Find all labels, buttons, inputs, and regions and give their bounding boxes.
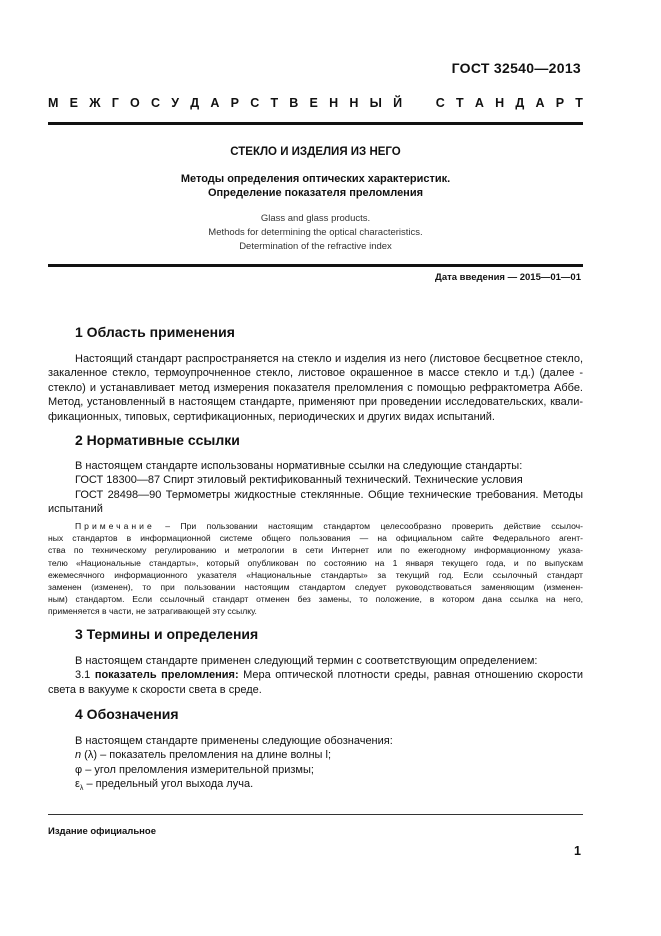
section-2-line: ГОСТ 18300—87 Спирт этиловый ректификованный технический. Технические условия: [75, 474, 523, 487]
symbol-item: [48, 748, 583, 762]
banner-letter: Г: [111, 96, 119, 110]
section-2-heading: 2 Нормативные ссылки: [75, 432, 240, 448]
document-code: ГОСТ 32540—2013: [451, 60, 581, 76]
banner-letter: Ы: [369, 96, 382, 110]
section-2-line: В настоящем стандарте использованы нормативные ссылки на следующие стандарты:: [75, 460, 523, 472]
section-1-line: закаленное стекло, термоупрочненное стекло, листовое окрашенное в массе стекло и т.д.) (далее -: [48, 367, 583, 380]
interstate-standard-banner: [48, 96, 583, 110]
banner-letter: Д: [190, 96, 200, 110]
section-2-line: ГОСТ 28498—90 Термометры жидкостные стеклянные. Общие технические требования. Методы: [75, 488, 583, 501]
footer-rule: [48, 814, 583, 815]
introduction-date: Дата введения — 2015—01—01: [435, 272, 581, 283]
note-line: ежемесячного информационного указателя «Национальные стандарты» за текущий год. Если ссылочный стандарт: [48, 569, 583, 580]
banner-letter: Е: [309, 96, 318, 110]
section-3-heading: 3 Термины и определения: [75, 626, 259, 642]
symbol-item: φ – угол преломления измерительной призмы;: [75, 763, 314, 776]
subtitle-line-2: Определение показателя преломления: [207, 187, 424, 199]
banner-letter: Р: [230, 96, 239, 110]
symbol: n: [75, 749, 82, 762]
term-name: показатель преломления:: [94, 669, 239, 682]
section-2-body: [48, 459, 583, 517]
banner-letter: Е: [69, 96, 78, 110]
symbol-subscript: λ: [79, 785, 84, 793]
banner-letter: Й: [393, 96, 403, 110]
note-line: ным) стандартом. Если ссылочный стандарт отменен без замены, то положение, в котором дана ссылка на него,: [48, 594, 583, 605]
banner-letter: А: [210, 96, 220, 110]
banner-letter: М: [48, 96, 59, 110]
symbol-description: – предельный угол выхода луча.: [83, 778, 254, 791]
note-line: ства по техническому регулированию и метрологии в сети Интернет или по ежегодному информационному указа-: [48, 545, 583, 556]
document-title: СТЕКЛО И ИЗДЕЛИЯ ИЗ НЕГО: [230, 146, 401, 158]
official-edition-label: Издание официальное: [48, 826, 156, 837]
note-line: – При пользовании настоящим стандартом целесообразно проверить действие ссылоч-: [154, 521, 583, 531]
section-1-line: фикационных, типовых, сертификационных, периодических и других видах испытаний.: [48, 410, 495, 423]
section-3-line: В настоящем стандарте применен следующий термин с соответствующим определением:: [75, 655, 538, 667]
note-line: телю «Национальные стандарты», который опубликован по состоянию на 1 января текущего года, и по выпускам: [48, 557, 583, 568]
section-1-body: [48, 352, 583, 424]
term-number: 3.1: [75, 669, 95, 682]
english-title: [48, 212, 583, 254]
title-rule: [48, 264, 583, 267]
english-title-line-1: Glass and glass products.: [260, 213, 371, 224]
banner-letter: А: [474, 96, 484, 110]
section-4-heading: 4 Обозначения: [75, 706, 179, 722]
english-title-line-3: Determination of the refractive index: [239, 241, 392, 252]
banner-letter: Ж: [89, 96, 101, 110]
banner-letter: С: [250, 96, 260, 110]
banner-letter: Н: [329, 96, 339, 110]
banner-letter: У: [171, 96, 180, 110]
symbol-item: [48, 777, 583, 797]
section-3-body: [48, 654, 583, 697]
term-definition-line: [48, 668, 583, 682]
section-1-line: стекло) и устанавливает метод измерения показателя преломления с помощью рефрактометра Аббе.: [48, 381, 583, 394]
section-3-line: света в вакууме к скорости света в среде.: [48, 683, 262, 696]
banner-letter: Т: [270, 96, 279, 110]
banner-letter: А: [535, 96, 545, 110]
banner-letter: Н: [349, 96, 359, 110]
term-definition: Мера оптической плотности среды, равная отношению скорости: [238, 669, 584, 682]
section-1-line: Настоящий стандарт распространяется на стекло и изделия из него (листовое бесцветное стекло,: [75, 353, 583, 365]
note-block: [48, 520, 583, 618]
banner-letter: О: [130, 96, 140, 110]
english-title-line-2: Methods for determining the optical characteristics.: [208, 227, 423, 238]
banner-letter: С: [151, 96, 161, 110]
banner-letter: С: [435, 96, 445, 110]
note-line: ных стандартов в информационной системе общего пользования — на официальном сайте Федерального агент-: [48, 533, 583, 544]
header-rule: [48, 122, 583, 125]
symbol: ε: [75, 778, 80, 791]
banner-letter: Р: [555, 96, 565, 110]
section-1-heading: 1 Область применения: [75, 324, 235, 340]
note-label: Примечание: [75, 521, 155, 531]
note-line: заменен (изменен), то при пользовании настоящим стандартом следует руководствоваться заменяющим (изменен-: [48, 582, 583, 593]
banner-letter: Д: [515, 96, 525, 110]
section-4-intro: В настоящем стандарте применены следующие обозначения:: [75, 735, 393, 747]
subtitle-line-1: Методы определения оптических характеристик.: [180, 173, 451, 185]
symbol-description: (λ) – показатель преломления на длине волны l;: [81, 749, 331, 762]
banner-letter: В: [289, 96, 299, 110]
banner-letter: Т: [575, 96, 583, 110]
section-4-body: [48, 734, 583, 797]
section-1-line: Метод, установленный в настоящем стандарте, применяют при проведении исследовательских, квали-: [48, 396, 583, 409]
section-2-line: испытаний: [48, 503, 103, 516]
banner-letter: Т: [455, 96, 464, 110]
note-line: применяется в части, не затрагивающей эту ссылку.: [48, 606, 257, 617]
banner-letter: Н: [495, 96, 505, 110]
document-subtitle: [48, 172, 583, 200]
page-number: 1: [574, 844, 581, 858]
